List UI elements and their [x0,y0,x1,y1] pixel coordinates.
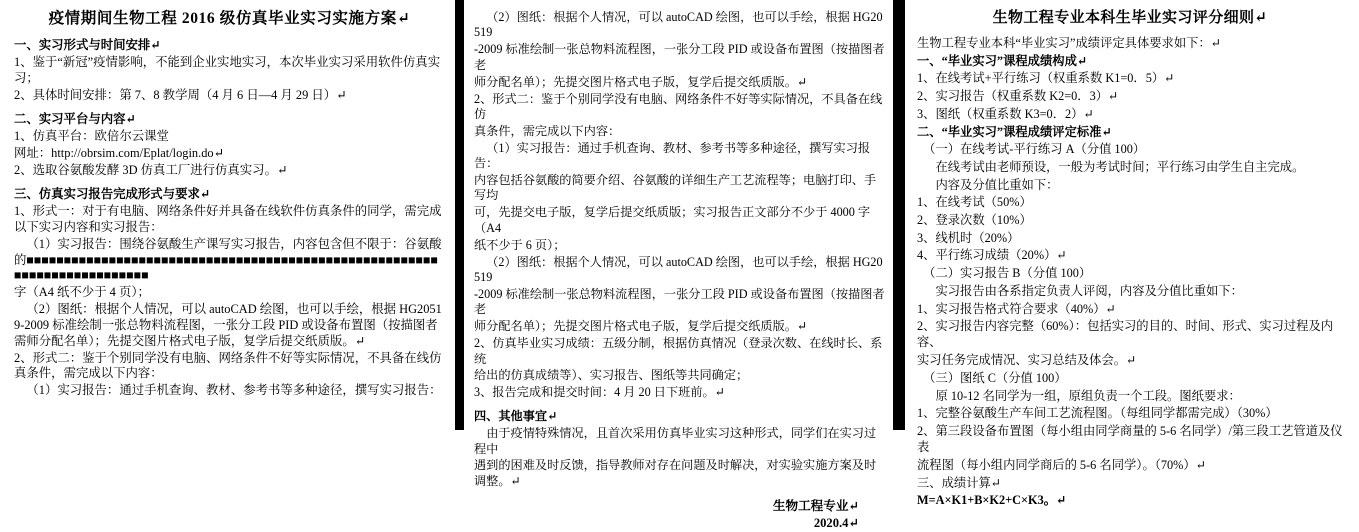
column-divider-1 [455,0,463,430]
left-line-6: 网址：http://obrsim.com/Eplat/login.do↵ [14,146,224,161]
mid-line-10: -2009 标准绘制一张总物料流程图，一张分工段 PID 或设备布置图（按描图者老 [474,286,885,317]
left-line-7: 2、选取谷氨酸发酵 3D 仿真工厂进行仿真实习。↵ [14,163,288,178]
mid-line-17: 由于疫情特殊情况，且首次采用仿真毕业实习这种形式，同学们在实习过程中 [474,426,877,456]
right-line-13: （二）实习报告 B（分值 100） [917,266,1092,281]
right-line-22: 流程图（每小组内同学商后的 5-6 名同学）。（70%）↵ [917,457,1207,472]
right-line-16: 2、实习报告内容完整（60%）：包括实习的目的、时间、形式、实习过程及内容、 [917,319,1334,350]
mid-line-8: 纸不少于 6 页）； [474,237,566,252]
mid-line-1: -2009 标准绘制一张总物料流程图，一张分工段 PID 或设备布置图（按描图者老 [474,42,885,72]
mid-line-4: 真条件，需完成以下内容： [474,123,621,138]
mid-line-7: 可，先提交电子版，复学后提交纸质版；实习报告正文部分不少于 4000 字（A4 [474,205,871,235]
right-line-17: 实习任务完成情况、实习总结及体会。↵ [917,353,1137,368]
right-line-24: M=A×K1+B×K2+C×K3。↵ [917,493,1067,508]
left-document-title: 疫情期间生物工程 2016 级仿真毕业实习实施方案↵ [48,10,411,27]
left-line-12: 字（A4 纸不少于 4 页）； [14,285,150,300]
mid-line-2: 师分配名单）；先提交图片格式电子版，复学后提交纸质版。↵ [474,74,808,89]
mid-line-18: 遇到的困难及时反馈，指导教师对存在问题及时解决，对实验实施方案及时调整。↵ [474,458,877,488]
mid-spacer-2 [474,491,885,498]
mid-date: 2020.4↵ [813,515,859,530]
right-line-5: 二、“毕业实习”课程成绩评定标准↵ [917,124,1112,139]
left-line-1: 1、鉴于“新冠”疫情影响，不能到企业实地实习，本次毕业实习采用软件仿真实习； [14,55,441,85]
mid-document-panel [463,0,893,530]
right-line-8: 内容及分值比重如下： [917,177,1059,192]
left-spacer-1 [14,105,445,112]
right-line-4: 3、图纸（权重系数 K3=0．2）↵ [917,106,1094,121]
right-document-panel [905,0,1351,508]
right-document-title: 生物工程专业本科生毕业实习评分细则↵ [992,10,1268,26]
left-line-5: 1、仿真平台：欧倍尔云课堂 [14,128,169,143]
right-line-2: 1、在线考试+平行练习（权重系数 K1=0．5）↵ [917,71,1175,86]
mid-line-0: （2）图纸：根据个人情况，可以 autoCAD 绘图，也可以手绘，根据 HG20519 [474,10,883,40]
right-line-6: （一）在线考试-平行练习 A（分值 100） [917,142,1146,157]
left-line-2: 2、具体时间安排：第 7、8 教学周（4 月 6 日—4 月 29 日）↵ [14,87,347,102]
right-line-7: 在线考试由老师预设，一般为考试时间；平行练习由学生自主完成。 [917,159,1305,174]
right-line-11: 3、线机时（20%） [917,230,1020,245]
mid-signature: 生物工程专业↵ [772,498,859,513]
right-line-12: 4、平行练习成绩（20%）↵ [917,248,1067,263]
left-line-0: 一、实习形式与时间安排↵ [14,38,161,52]
left-line-10: 1、形式一：对于有电脑、网络条件好并具备在线软件仿真条件的同学，需完成以下实习内容和实习报告： [14,204,442,234]
mid-line-9: （2）图纸：根据个人情况，可以 autoCAD 绘图，也可以手绘，根据 HG20519 [474,254,883,284]
mid-line-11: 师分配名单）；先提交图片格式电子版，复学后提交纸质版。↵ [474,319,808,334]
left-line-13: （2）图纸：根据个人情况，可以 autoCAD 绘图，也可以手绘，根据 HG20519-2009 标准绘制一张总物料流程图，一张分工段 PID 或设备布置图（按描图者需师分配名单）；先提交图片格式电子版，复学后提交纸质版。↵ [14,302,442,348]
mid-line-14: 3、报告完成和提交时间：4 月 20 日下班前。↵ [474,385,725,400]
right-line-19: 原 10-12 名同学为一组，原组负责一个工段。图纸要求： [917,388,1241,403]
left-line-4: 二、实习平台与内容↵ [14,111,136,126]
right-line-3: 2、实习报告（权重系数 K2=0．3）↵ [917,89,1119,104]
right-line-9: 1、在线考试（50%） [917,195,1032,210]
right-line-21: 2、第三段设备布置图（每小组由同学商量的 5-6 名同学）/第三段工艺管道及仪表 [917,423,1343,455]
mid-line-5: （1）实习报告：通过手机查询、教材、参考书等多种途径，撰写实习报告： [474,140,871,171]
right-line-10: 2、登录次数（10%） [917,213,1032,228]
right-line-0: 生物工程专业本科“毕业实习”成绩评定具体要求如下：↵ [917,36,1222,50]
right-line-18: （三）图纸 C（分值 100） [917,370,1067,385]
left-line-15: （1）实习报告：通过手机查询、教材、参考书等多种途径，撰写实习报告： [14,383,442,398]
right-line-23: 三、成绩计算↵ [917,475,1002,490]
mid-line-3: 2、形式二：鉴于个别同学没有电脑、网络条件不好等实际情况，不具备在线仿 [474,91,883,121]
column-divider-2 [893,0,905,430]
left-line-11: （1）实习报告：围绕谷氨酸生产课写实习报告，内容包含但不限于：谷氨酸的■■■■■■■■■■■■■■■■■■■■■■■■■■■■■■■■■■■■■■■■■■■■■■■■■■■■■■■■■■■■■■■■■■■■■■■■■ [14,237,442,283]
left-line-9: 三、仿真实习报告完成形式与要求↵ [14,187,211,202]
left-line-14: 2、形式二：鉴于个别同学没有电脑、网络条件不好等实际情况，不具备在线仿真条件，需完成以下内容： [14,350,442,381]
mid-line-6: 内容包括谷氨酸的简要介绍、谷氨酸的详细生产工艺流程等；电脑打印、手写均 [474,173,877,203]
right-line-20: 1、完整谷氨酸生产车间工艺流程图。（每组同学都需完成）（30%） [917,406,1278,421]
mid-line-12: 2、仿真毕业实习成绩：五级分制，根据仿真情况（登录次数、在线时长、系统 [474,336,883,366]
left-document-panel [0,0,455,430]
right-line-14: 实习报告由各系指定负责人评阅，内容及分值比重如下： [917,283,1243,298]
right-line-1: 一、“毕业实习”课程成绩构成↵ [917,53,1088,68]
mid-line-13: 给出的仿真成绩等）、实习报告、图纸等共同确定； [474,368,749,383]
mid-line-16: 四、其他事宜↵ [474,409,558,424]
right-line-15: 1、实习报告格式符合要求（40%）↵ [917,301,1116,316]
